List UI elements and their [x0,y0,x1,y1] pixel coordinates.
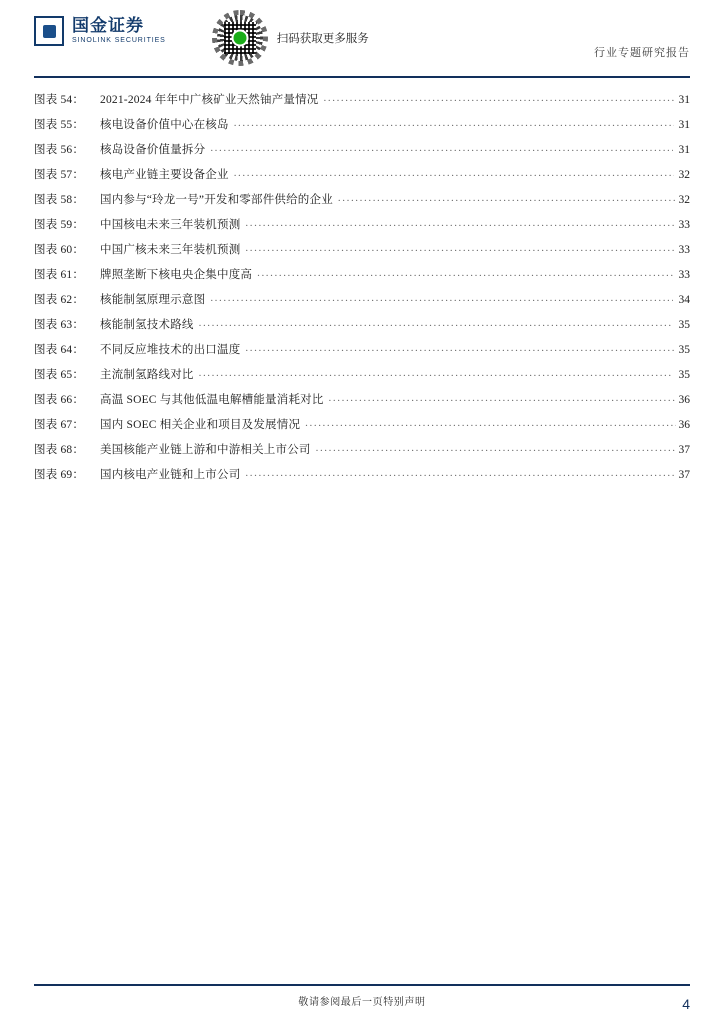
figure-number: 图表 57： [34,169,85,181]
figure-number: 图表 54： [34,94,85,106]
figure-page: 35 [678,319,690,331]
figure-page: 34 [678,294,690,306]
leader-dots [257,261,674,286]
figure-page: 33 [678,269,690,281]
list-item[interactable] [34,338,690,363]
leader-dots [324,86,676,111]
list-item[interactable] [34,388,690,413]
figure-title: 牌照垄断下核电央企集中度高 [100,269,253,281]
header-divider [34,76,690,78]
figure-title: 核能制氢原理示意图 [100,294,206,306]
figure-page: 37 [678,469,690,481]
figure-number: 图表 56： [34,144,85,156]
leader-dots [245,336,674,361]
list-item[interactable] [34,113,690,138]
leader-dots [210,136,673,161]
figure-title: 美国核能产业链上游和中游相关上市公司 [100,444,311,456]
list-item[interactable] [34,413,690,438]
list-item[interactable] [34,263,690,288]
figure-title: 国内参与“玲龙一号”开发和零部件供给的企业 [100,194,333,206]
list-item[interactable] [34,463,690,488]
leader-dots [338,186,676,211]
figure-list [34,88,690,488]
figure-number: 图表 63： [34,319,85,331]
figure-number: 图表 59： [34,219,85,231]
figure-title: 主流制氢路线对比 [100,369,194,381]
figure-number: 图表 69： [34,469,85,481]
report-type-label: 行业专题研究报告 [594,47,690,59]
leader-dots [199,311,673,336]
figure-title: 国内 SOEC 相关企业和项目及发展情况 [100,419,301,431]
figure-page: 35 [678,369,690,381]
page-footer [34,988,690,1012]
figure-number: 图表 64： [34,344,85,356]
leader-dots [245,236,674,261]
figure-page: 31 [678,119,690,131]
figure-title: 不同反应堆技术的出口温度 [100,344,241,356]
logo-mark-icon [34,16,64,46]
leader-dots [199,361,673,386]
figure-number: 图表 58： [34,194,85,206]
figure-page: 32 [678,194,690,206]
page-number: 4 [682,996,690,1012]
leader-dots [245,211,674,236]
qr-code-icon[interactable] [212,10,268,66]
figure-title: 高温 SOEC 与其他低温电解槽能量消耗对比 [100,394,324,406]
list-item[interactable] [34,213,690,238]
figure-page: 35 [678,344,690,356]
leader-dots [305,411,675,436]
brand-logo [34,16,166,46]
figure-page: 31 [678,94,690,106]
qr-label: 扫码获取更多服务 [276,33,369,45]
leader-dots [234,161,674,186]
list-item[interactable] [34,238,690,263]
wechat-badge-icon [231,30,248,47]
figure-title: 核能制氢技术路线 [100,319,194,331]
qr-promo[interactable] [212,10,369,66]
logo-name-en: SINOLINK SECURITIES [72,37,166,45]
figure-title: 核岛设备价值量拆分 [100,144,206,156]
figure-page: 37 [678,444,690,456]
page-header [0,0,724,76]
list-item[interactable] [34,138,690,163]
leader-dots [245,461,674,486]
leader-dots [234,111,674,136]
figure-number: 图表 61： [34,269,85,281]
footer-disclaimer: 敬请参阅最后一页特别声明 [298,996,426,1008]
figure-title: 核电产业链主要设备企业 [100,169,229,181]
list-item[interactable] [34,313,690,338]
figure-number: 图表 60： [34,244,85,256]
logo-text [72,17,166,44]
logo-name-cn: 国金证券 [72,16,144,36]
figure-number: 图表 66： [34,394,85,406]
list-item[interactable] [34,288,690,313]
leader-dots [316,436,676,461]
figure-number: 图表 55： [34,119,85,131]
list-item[interactable] [34,438,690,463]
list-item[interactable] [34,88,690,113]
figure-number: 图表 62： [34,294,85,306]
figure-page: 36 [678,394,690,406]
figure-page: 36 [678,419,690,431]
figure-title: 中国广核未来三年装机预测 [100,244,241,256]
figure-title: 国内核电产业链和上市公司 [100,469,241,481]
leader-dots [210,286,673,311]
footer-divider [34,984,690,986]
list-item[interactable] [34,188,690,213]
figure-page: 33 [678,219,690,231]
figure-page: 31 [678,144,690,156]
figure-title: 中国核电未来三年装机预测 [100,219,241,231]
figure-page: 32 [678,169,690,181]
figure-title: 核电设备价值中心在核岛 [100,119,229,131]
figure-number: 图表 65： [34,369,85,381]
list-item[interactable] [34,163,690,188]
leader-dots [329,386,676,411]
figure-page: 33 [678,244,690,256]
figure-number: 图表 67： [34,419,85,431]
figure-title: 2021-2024 年年中广核矿业天然铀产量情况 [100,94,319,106]
figure-number: 图表 68： [34,444,85,456]
list-item[interactable] [34,363,690,388]
